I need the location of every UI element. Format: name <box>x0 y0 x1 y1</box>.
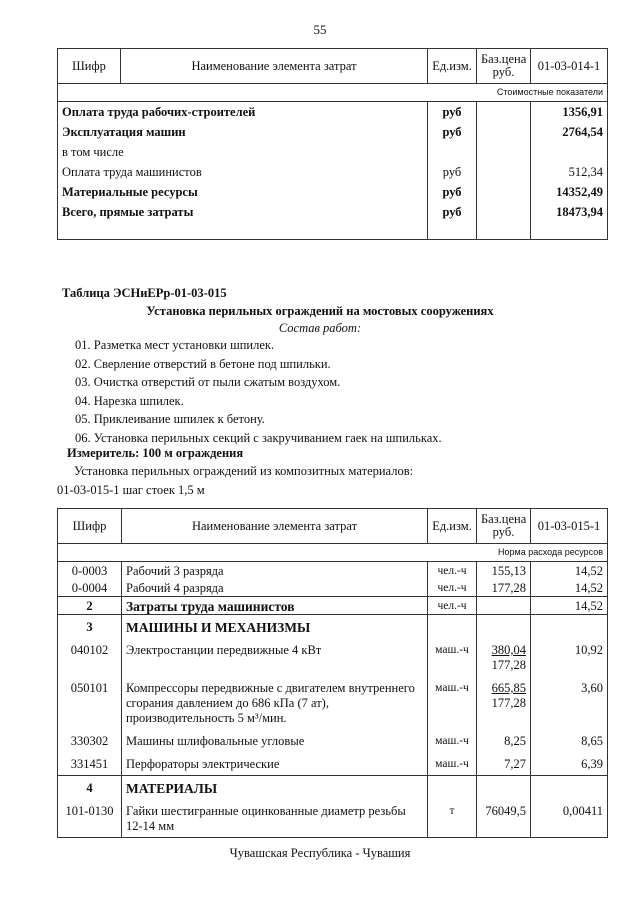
row-unit: руб <box>428 202 477 240</box>
row-code: 101-0130 <box>58 799 122 838</box>
row-name: Затраты труда машинистов <box>122 597 428 615</box>
row-unit: т <box>428 799 477 838</box>
row-name: Материальные ресурсы <box>58 182 428 202</box>
row-unit: маш.-ч <box>428 638 477 676</box>
table-row <box>58 202 608 240</box>
row-price: 8,25 <box>504 734 526 748</box>
row-name: Перфораторы электрические <box>122 752 428 776</box>
header-unit: Ед.изм. <box>428 509 477 544</box>
table-row <box>58 597 608 615</box>
row-price: 380,04 <box>491 643 526 657</box>
footer: Чувашская Республика - Чувашия <box>229 846 411 860</box>
row-value: 1356,91 <box>531 102 608 122</box>
row-price: 177,28 <box>491 581 526 595</box>
row-value <box>531 776 608 800</box>
row-value: 0,00411 <box>531 799 608 838</box>
row-value: 10,92 <box>531 638 608 676</box>
table-row <box>58 102 608 122</box>
row-name: Оплата труда рабочих-строителей <box>58 102 428 122</box>
subheader: Стоимостные показатели <box>58 84 608 102</box>
row-value <box>531 142 608 162</box>
header-price: Баз.цена руб. <box>477 509 531 544</box>
header-code: Шифр <box>58 509 122 544</box>
row-unit: маш.-ч <box>428 729 477 752</box>
table-header <box>58 49 608 84</box>
work-item: 02. Сверление отверстий в бетоне под шпильки. <box>75 356 331 371</box>
header-norm-code: 01-03-015-1 <box>531 509 608 544</box>
row-value: 2764,54 <box>531 122 608 142</box>
row-name: МАТЕРИАЛЫ <box>122 776 428 800</box>
row-unit <box>428 776 477 800</box>
row-unit <box>428 142 477 162</box>
row-price-2: 177,28 <box>491 696 526 710</box>
row-name: в том числе <box>58 142 428 162</box>
table-row <box>58 162 608 182</box>
table-row <box>58 579 608 597</box>
row-name: Машины шлифовальные угловые <box>122 729 428 752</box>
page-number: 55 <box>313 22 327 37</box>
row-value: 18473,94 <box>531 202 608 240</box>
meter: Измеритель: 100 м ограждения <box>67 446 244 460</box>
work-item: 04. Нарезка шпилек. <box>75 393 184 408</box>
table-title: Таблица ЭСНиЕРр-01-03-015 <box>62 286 227 300</box>
table-row <box>58 676 608 729</box>
variant: 01-03-015-1 шаг стоек 1,5 м <box>57 483 205 497</box>
row-value: 6,39 <box>531 752 608 776</box>
table-row <box>58 122 608 142</box>
table-row <box>58 752 608 776</box>
row-name: Компрессоры передвижные с двигателем внутреннего сгорания давлением до 686 кПа (7 ат), производительность 5 м³/мин. <box>122 676 428 729</box>
row-name: Рабочий 3 разряда <box>122 562 428 580</box>
row-unit: чел.-ч <box>428 579 477 597</box>
row-code: 331451 <box>58 752 122 776</box>
header-code: Шифр <box>58 49 121 84</box>
row-code: 3 <box>58 615 122 639</box>
table-row <box>58 776 608 800</box>
row-name: Рабочий 4 разряда <box>122 579 428 597</box>
subheader: Норма расхода ресурсов <box>58 544 608 562</box>
header-norm-code: 01-03-014-1 <box>531 49 608 84</box>
row-value: 14352,49 <box>531 182 608 202</box>
row-price: 665,85 <box>491 681 526 695</box>
row-code: 0-0003 <box>58 562 122 580</box>
row-code: 330302 <box>58 729 122 752</box>
row-value <box>531 615 608 639</box>
work-item: 01. Разметка мест установки шпилек. <box>75 338 275 352</box>
table-header <box>58 509 608 544</box>
row-unit: маш.-ч <box>428 752 477 776</box>
resource-norm-table <box>57 508 608 838</box>
row-value: 8,65 <box>531 729 608 752</box>
header-price: Баз.цена руб. <box>477 49 531 84</box>
section-title: Установка перильных ограждений на мостовых сооружениях <box>146 304 494 318</box>
row-name: Гайки шестигранные оцинкованные диаметр резьбы 12-14 мм <box>122 799 428 838</box>
row-price-2: 177,28 <box>491 658 526 672</box>
table-row <box>58 638 608 676</box>
row-value: 14,52 <box>531 597 608 615</box>
row-name: Всего, прямые затраты <box>58 202 428 240</box>
row-unit: чел.-ч <box>428 597 477 615</box>
row-code: 4 <box>58 776 122 800</box>
row-unit: маш.-ч <box>428 676 477 729</box>
work-item: 05. Приклеивание шпилек к бетону. <box>75 412 265 426</box>
row-name: Эксплуатация машин <box>58 122 428 142</box>
table-row <box>58 615 608 639</box>
table-row <box>58 799 608 838</box>
row-unit: руб <box>428 162 477 182</box>
row-value: 512,34 <box>531 162 608 182</box>
row-unit <box>428 615 477 639</box>
table-row <box>58 182 608 202</box>
row-name: Оплата труда машинистов <box>58 162 428 182</box>
row-code: 0-0004 <box>58 579 122 597</box>
row-value: 14,52 <box>531 579 608 597</box>
work-item: 03. Очистка отверстий от пыли сжатым воздухом. <box>75 375 341 389</box>
row-unit: руб <box>428 182 477 202</box>
row-code: 050101 <box>58 676 122 729</box>
row-code: 040102 <box>58 638 122 676</box>
row-price: 76049,5 <box>485 804 526 818</box>
cost-summary-table <box>57 48 608 240</box>
table-row <box>58 729 608 752</box>
row-name: МАШИНЫ И МЕХАНИЗМЫ <box>122 615 428 639</box>
row-unit: чел.-ч <box>428 562 477 580</box>
row-unit: руб <box>428 102 477 122</box>
header-name: Наименование элемента затрат <box>121 49 428 84</box>
row-price: 155,13 <box>491 564 526 578</box>
row-unit: руб <box>428 122 477 142</box>
row-value: 14,52 <box>531 562 608 580</box>
header-unit: Ед.изм. <box>428 49 477 84</box>
row-value: 3,60 <box>531 676 608 729</box>
works-title: Состав работ: <box>278 321 362 335</box>
row-code: 2 <box>58 597 122 615</box>
table-row <box>58 142 608 162</box>
header-name: Наименование элемента затрат <box>122 509 428 544</box>
row-price: 7,27 <box>504 757 526 771</box>
table-row <box>58 562 608 580</box>
description: Установка перильных ограждений из композитных материалов: <box>74 464 414 478</box>
row-name: Электростанции передвижные 4 кВт <box>122 638 428 676</box>
work-item: 06. Установка перильных секций с закручиванием гаек на шпильках. <box>75 430 442 445</box>
